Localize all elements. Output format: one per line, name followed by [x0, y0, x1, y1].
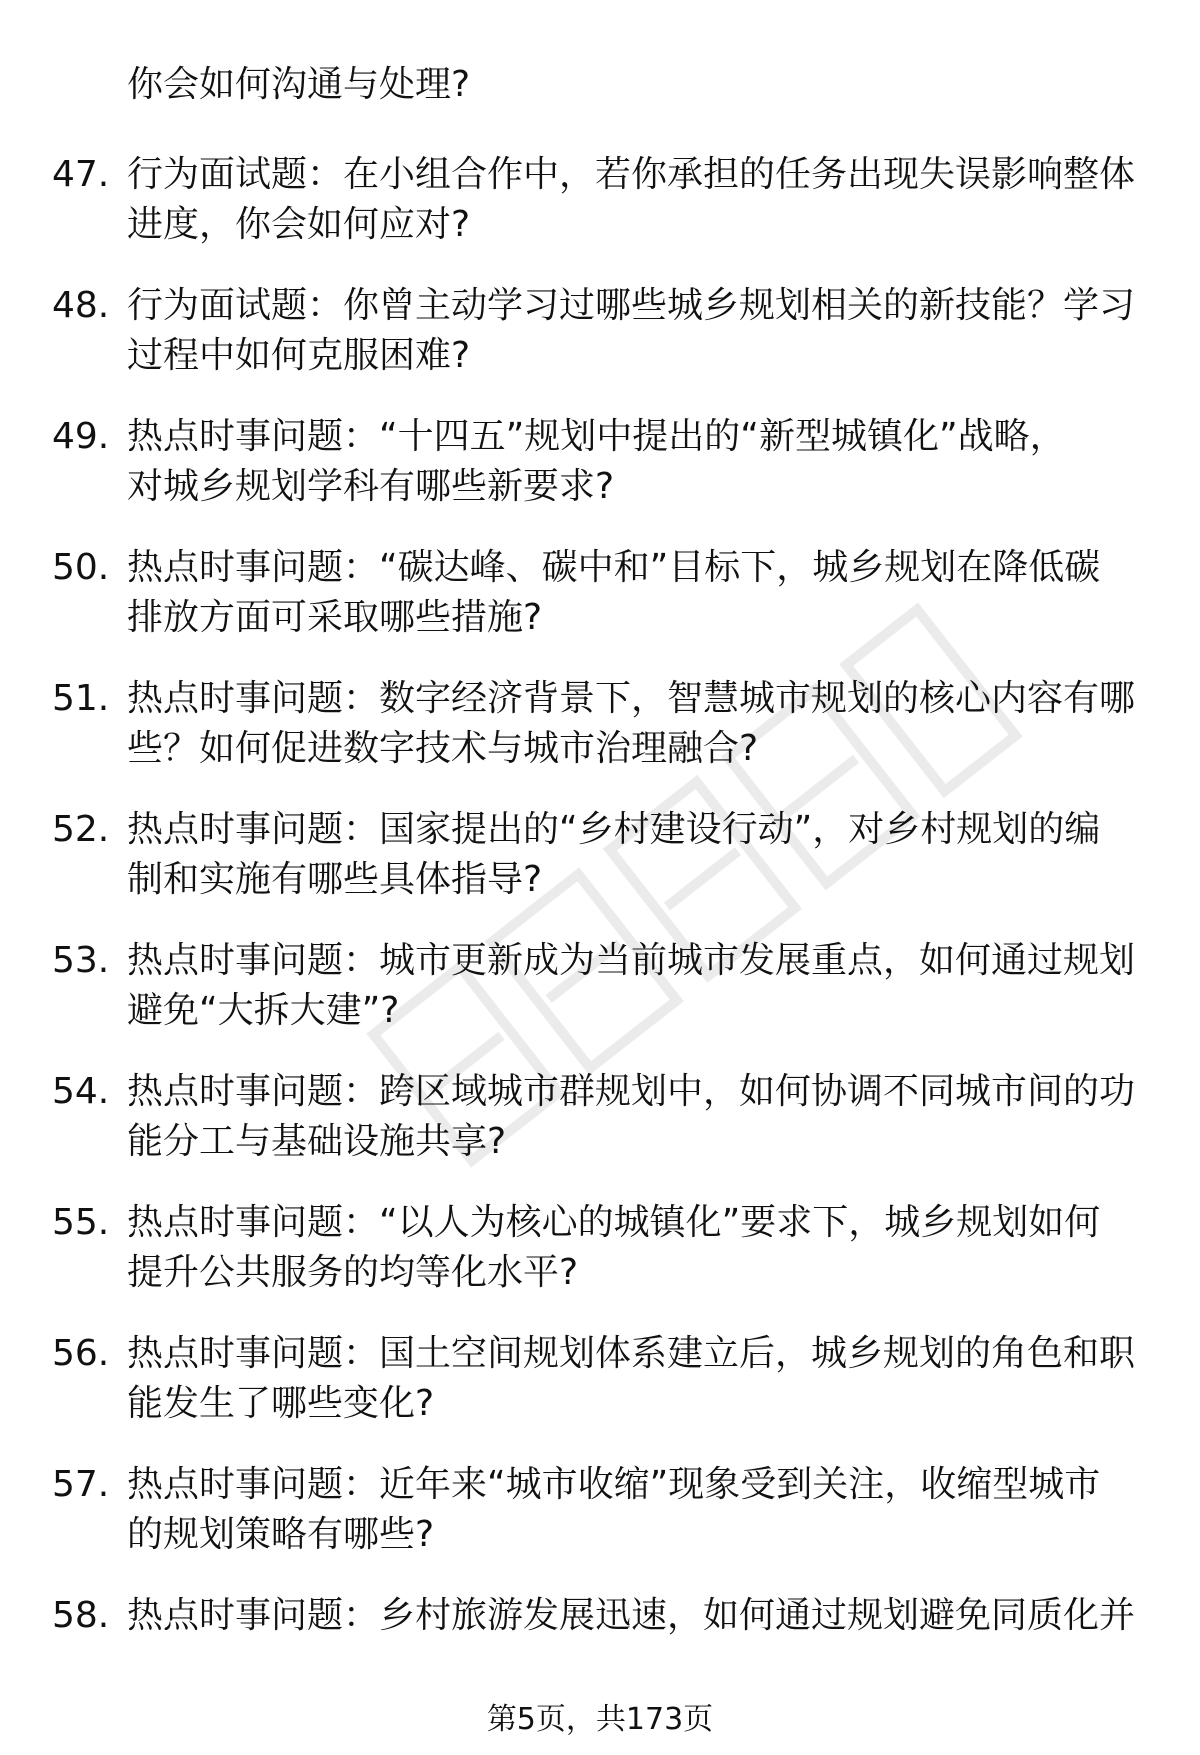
question-text-line-1: 热点时事问题：跨区域城市群规划中，如何协调不同城市间的功 — [127, 1071, 1136, 1112]
question-number: 47. — [52, 154, 110, 195]
question-item — [0, 1067, 1200, 1198]
question-text-line-1: 热点时事问题：国土空间规划体系建立后，城乡规划的角色和职 — [127, 1333, 1136, 1374]
question-text-line-1: 热点时事问题：“十四五”规划中提出的“新型城镇化”战略， — [127, 416, 1066, 457]
question-number: 58. — [52, 1595, 110, 1636]
question-number: 51. — [52, 678, 110, 719]
question-text-line-2: 避免“大拆大建”? — [127, 990, 400, 1031]
question-item — [0, 805, 1200, 936]
question-number: 54. — [52, 1071, 110, 1112]
question-item — [0, 936, 1200, 1067]
question-text-line-1: 热点时事问题：国家提出的“乡村建设行动”，对乡村规划的编 — [127, 809, 1101, 850]
question-number: 52. — [52, 809, 110, 850]
question-item — [0, 1198, 1200, 1329]
question-item — [0, 1460, 1200, 1591]
question-number: 48. — [52, 285, 110, 326]
question-text-line-1: 热点时事问题：“碳达峰、碳中和”目标下，城乡规划在降低碳 — [127, 547, 1101, 588]
question-text-line-1: 热点时事问题：城市更新成为当前城市发展重点，如何通过规划 — [127, 940, 1136, 981]
question-text-line-2: 过程中如何克服困难? — [127, 335, 471, 376]
question-text-line-2: 制和实施有哪些具体指导? — [127, 859, 543, 900]
question-number: 50. — [52, 547, 110, 588]
question-text-line-2: 提升公共服务的均等化水平? — [127, 1252, 579, 1293]
question-text-line-1: 行为面试题：你曾主动学习过哪些城乡规划相关的新技能？学习 — [127, 285, 1136, 326]
continued-question-text: 你会如何沟通与处理? — [127, 64, 471, 105]
question-text-line-2: 些？如何促进数字技术与城市治理融合? — [127, 728, 759, 769]
question-number: 56. — [52, 1333, 110, 1374]
question-text-line-1: 行为面试题：在小组合作中，若你承担的任务出现失误影响整体 — [127, 154, 1136, 195]
question-text-line-2: 能发生了哪些变化? — [127, 1383, 435, 1424]
question-list — [0, 150, 1200, 1722]
question-item — [0, 150, 1200, 281]
question-text-line-1: 热点时事问题：“以人为核心的城镇化”要求下，城乡规划如何 — [127, 1202, 1101, 1243]
question-text-line-2: 对城乡规划学科有哪些新要求? — [127, 466, 615, 507]
question-item — [0, 1329, 1200, 1460]
question-text-line-1: 热点时事问题：乡村旅游发展迅速，如何通过规划避免同质化并 — [127, 1595, 1136, 1636]
question-number: 57. — [52, 1464, 110, 1505]
question-item — [0, 674, 1200, 805]
question-item — [0, 412, 1200, 543]
question-number: 55. — [52, 1202, 110, 1243]
question-number: 49. — [52, 416, 110, 457]
question-number: 53. — [52, 940, 110, 981]
question-text-line-2: 排放方面可采取哪些措施? — [127, 597, 543, 638]
question-text-line-2: 能分工与基础设施共享? — [127, 1121, 507, 1162]
question-text-line-2: 的规划策略有哪些? — [127, 1514, 435, 1555]
question-item — [0, 543, 1200, 674]
question-text-line-1: 热点时事问题：数字经济背景下，智慧城市规划的核心内容有哪 — [127, 678, 1136, 719]
page-footer: 第5页，共173页 — [486, 1702, 714, 1737]
question-text-line-1: 热点时事问题：近年来“城市收缩”现象受到关注，收缩型城市 — [127, 1464, 1101, 1505]
question-item — [0, 281, 1200, 412]
question-text-line-2: 进度，你会如何应对? — [127, 204, 471, 245]
